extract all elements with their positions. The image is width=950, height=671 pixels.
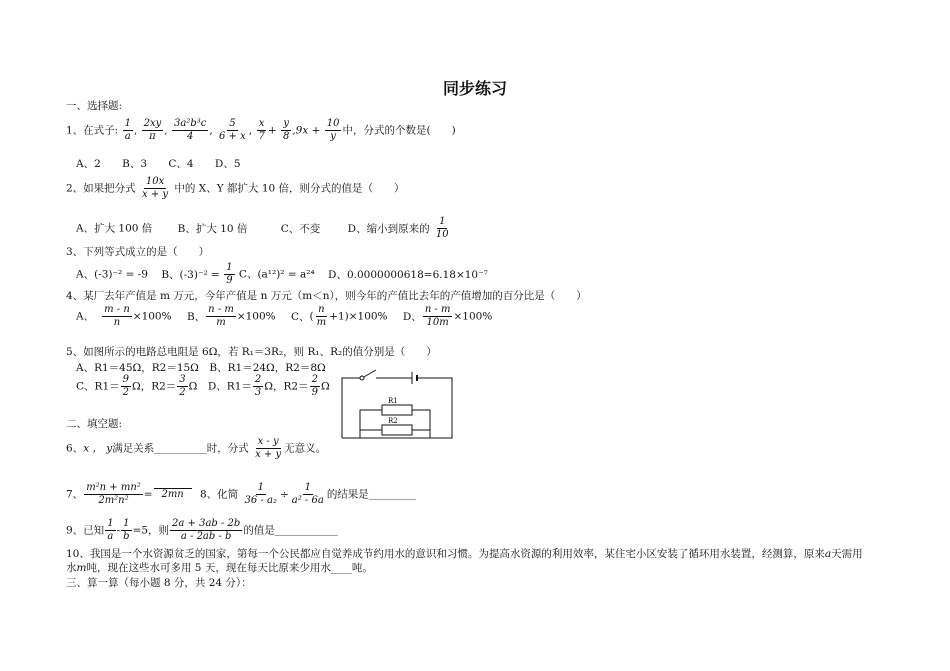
option-b: B、3 bbox=[122, 158, 148, 170]
fraction: $\frac{n}{m}$ bbox=[316, 304, 327, 328]
fraction: $\frac{m - n}{n}$ bbox=[104, 304, 130, 328]
fraction: $\frac{5}{6 + x}$ bbox=[219, 118, 246, 142]
label-r2: R2 bbox=[388, 417, 398, 425]
option-c: C、不变 bbox=[280, 222, 321, 235]
fraction: $\frac{2xy}{\pi}$ bbox=[143, 118, 162, 142]
wire-branch-right bbox=[412, 410, 430, 438]
question-10-line-1: 10、我国是一个水资源贫乏的国家，第每一个公民都应自觉养成节约用水的意识和习惯。为提高水资源的利用效率，某住宅小区安装了循环用水装置，经测算，原来a天需用 bbox=[66, 548, 863, 560]
section-heading-choice: 一、选择题: bbox=[66, 100, 123, 112]
wire-branch-left bbox=[360, 410, 382, 438]
question-10-line-2: 水m吨，现在这些水可多用 5 天，现在每天比原来少用水____吨。 bbox=[66, 562, 373, 574]
question-4-options: A、 $\frac{m - n}{n}$ ×100% B、 $\frac{n - m}{m}$ ×100% C、( $\frac{n}{m}$ +1)×100% D、 $\frac{n - m}{10m}$ ×100% bbox=[76, 304, 493, 328]
fraction: $\frac{\text{m²n + mn²}}{\text{2m²n²}}$ bbox=[86, 482, 141, 506]
fraction: $\frac{n - m}{m}$ bbox=[208, 304, 234, 328]
question-7: 7、 $\frac{\text{m²n + mn²}}{\text{2m²n²}}$ = 2mn bbox=[66, 482, 193, 507]
option-b: B、(-3)⁻² = bbox=[161, 268, 220, 281]
option-c: C、4 bbox=[168, 158, 194, 170]
switch-contact-icon bbox=[360, 376, 364, 380]
label-r1: R1 bbox=[388, 397, 398, 405]
fraction: $\frac{1}{\text{a² - 6a}}$ bbox=[291, 482, 324, 506]
fraction: $\frac{1}{9}$ bbox=[226, 262, 233, 286]
question-5-options-ab: A、R1＝45Ω，R2＝15Ω B、R1＝24Ω，R2＝8Ω bbox=[76, 362, 326, 374]
circuit-diagram bbox=[340, 368, 460, 446]
option-d: D、缩小到原来的 bbox=[347, 222, 430, 235]
option-d: D、5 bbox=[214, 158, 241, 170]
fraction: $\frac{x}{7}$ bbox=[258, 118, 265, 142]
fraction: $\frac{2}{9}$ bbox=[311, 374, 318, 398]
question-5-stem: 5、如图所示的电路总电阻是 6Ω，若 R₁＝3R₂，则 R₁、R₂的值分别是（ ） bbox=[66, 346, 437, 358]
option-a: A、2 bbox=[76, 158, 101, 170]
fraction: $\frac{2}{3}$ bbox=[254, 374, 262, 398]
fraction-blank: 2mn bbox=[154, 488, 192, 501]
question-9: 9、已知 $\frac{1}{a}$ - $\frac{1}{b}$ =5，则 $\frac{2a + 3ab - 2b}{a - 2ab - b}$ 的值是____________ bbox=[66, 518, 338, 542]
question-6: 6、x ， y满足关系__________时，分式 $\frac{x - y}{x + y}$ 无意义。 bbox=[66, 436, 327, 460]
question-4-stem: 4、某厂去年产值是 m 万元，今年产值是 n 万元（m＜n），则今年的产值比去年的产值增加的百分比是（ ） bbox=[66, 290, 587, 302]
wire-left bbox=[342, 378, 362, 438]
wire-right bbox=[342, 378, 452, 438]
question-2-stem: 2、如果把分式 $\frac{10x}{x + y}$ 中的 X、Y 都扩大 10 倍，则分式的值是（ ） bbox=[66, 176, 405, 200]
fraction: $\frac{1}{b}$ bbox=[123, 518, 130, 542]
fraction: $\frac{y}{8}$ bbox=[282, 118, 290, 142]
option-a: A、(-3)⁻² = -9 bbox=[76, 268, 148, 281]
question-3-options bbox=[76, 262, 488, 287]
fraction: $\frac{\text{3a²b³c}}{4}$ bbox=[173, 118, 207, 142]
fraction: $\frac{2a + 3ab - 2b}{a - 2ab - b}$ bbox=[172, 518, 241, 542]
fraction: $\frac{1}{10}$ bbox=[435, 216, 449, 240]
question-3-stem: 3、下列等式成立的是（ ） bbox=[66, 246, 210, 258]
fraction: $\frac{10}{y}$ bbox=[326, 118, 340, 142]
question-2-options bbox=[76, 216, 452, 241]
resistor-r2-icon bbox=[382, 425, 412, 435]
fraction: $\frac{1}{a}$ bbox=[124, 118, 131, 142]
fraction: $\frac{n - m}{10m}$ bbox=[424, 304, 451, 328]
fraction: $\frac{x - y}{x + y}$ bbox=[255, 436, 282, 460]
question-5-options-cd: C、R1＝ $\frac{9}{2}$ Ω，R2＝ $\frac{3}{2}$ Ω D、R1＝ $\frac{2}{3}$ Ω，R2＝ $\frac{2}{9}$ Ω bbox=[76, 374, 330, 398]
option-d: D、0.0000000618=6.18×10⁻⁷ bbox=[328, 268, 488, 281]
section-heading-compute: 三、算一算（每小题 8 分，共 24 分）： bbox=[66, 577, 252, 589]
fraction: $\frac{3}{2}$ bbox=[179, 374, 186, 398]
resistor-r1-icon bbox=[382, 405, 412, 415]
question-1-options bbox=[76, 156, 241, 171]
option-b: B、扩大 10 倍 bbox=[177, 222, 248, 235]
fraction: $\frac{9}{2}$ bbox=[122, 374, 129, 398]
page-title: 同步练习 bbox=[443, 79, 508, 98]
fraction: $\frac{1}{\text{36 - a₂}}$ bbox=[244, 482, 277, 506]
fraction: $\frac{10x}{x + y}$ bbox=[142, 176, 169, 200]
question-8: 8、化简 $\frac{1}{\text{36 - a₂}}$ ÷ $\frac{1}{\text{a² - 6a}}$ 的结果是_________ bbox=[200, 482, 417, 506]
option-c: C、(a¹²)² = a²⁴ bbox=[238, 268, 315, 281]
section-heading-fill: 二、填空题: bbox=[66, 418, 123, 430]
option-a: A、扩大 100 倍 bbox=[76, 222, 153, 235]
question-1-stem: 1、在式子: $\frac{1}{a}$ , $\frac{2xy}{\pi}$ , $\frac{\text{3a²b³c}}{4}$ , $\frac{5}{6 + x}$ , $\frac{x}{7}$ + $\frac{y}{8}$ ,9x + $\frac{10}{y}$ 中，分式的个数是( ) bbox=[66, 118, 456, 142]
fraction: $\frac{1}{a}$ bbox=[107, 518, 114, 542]
